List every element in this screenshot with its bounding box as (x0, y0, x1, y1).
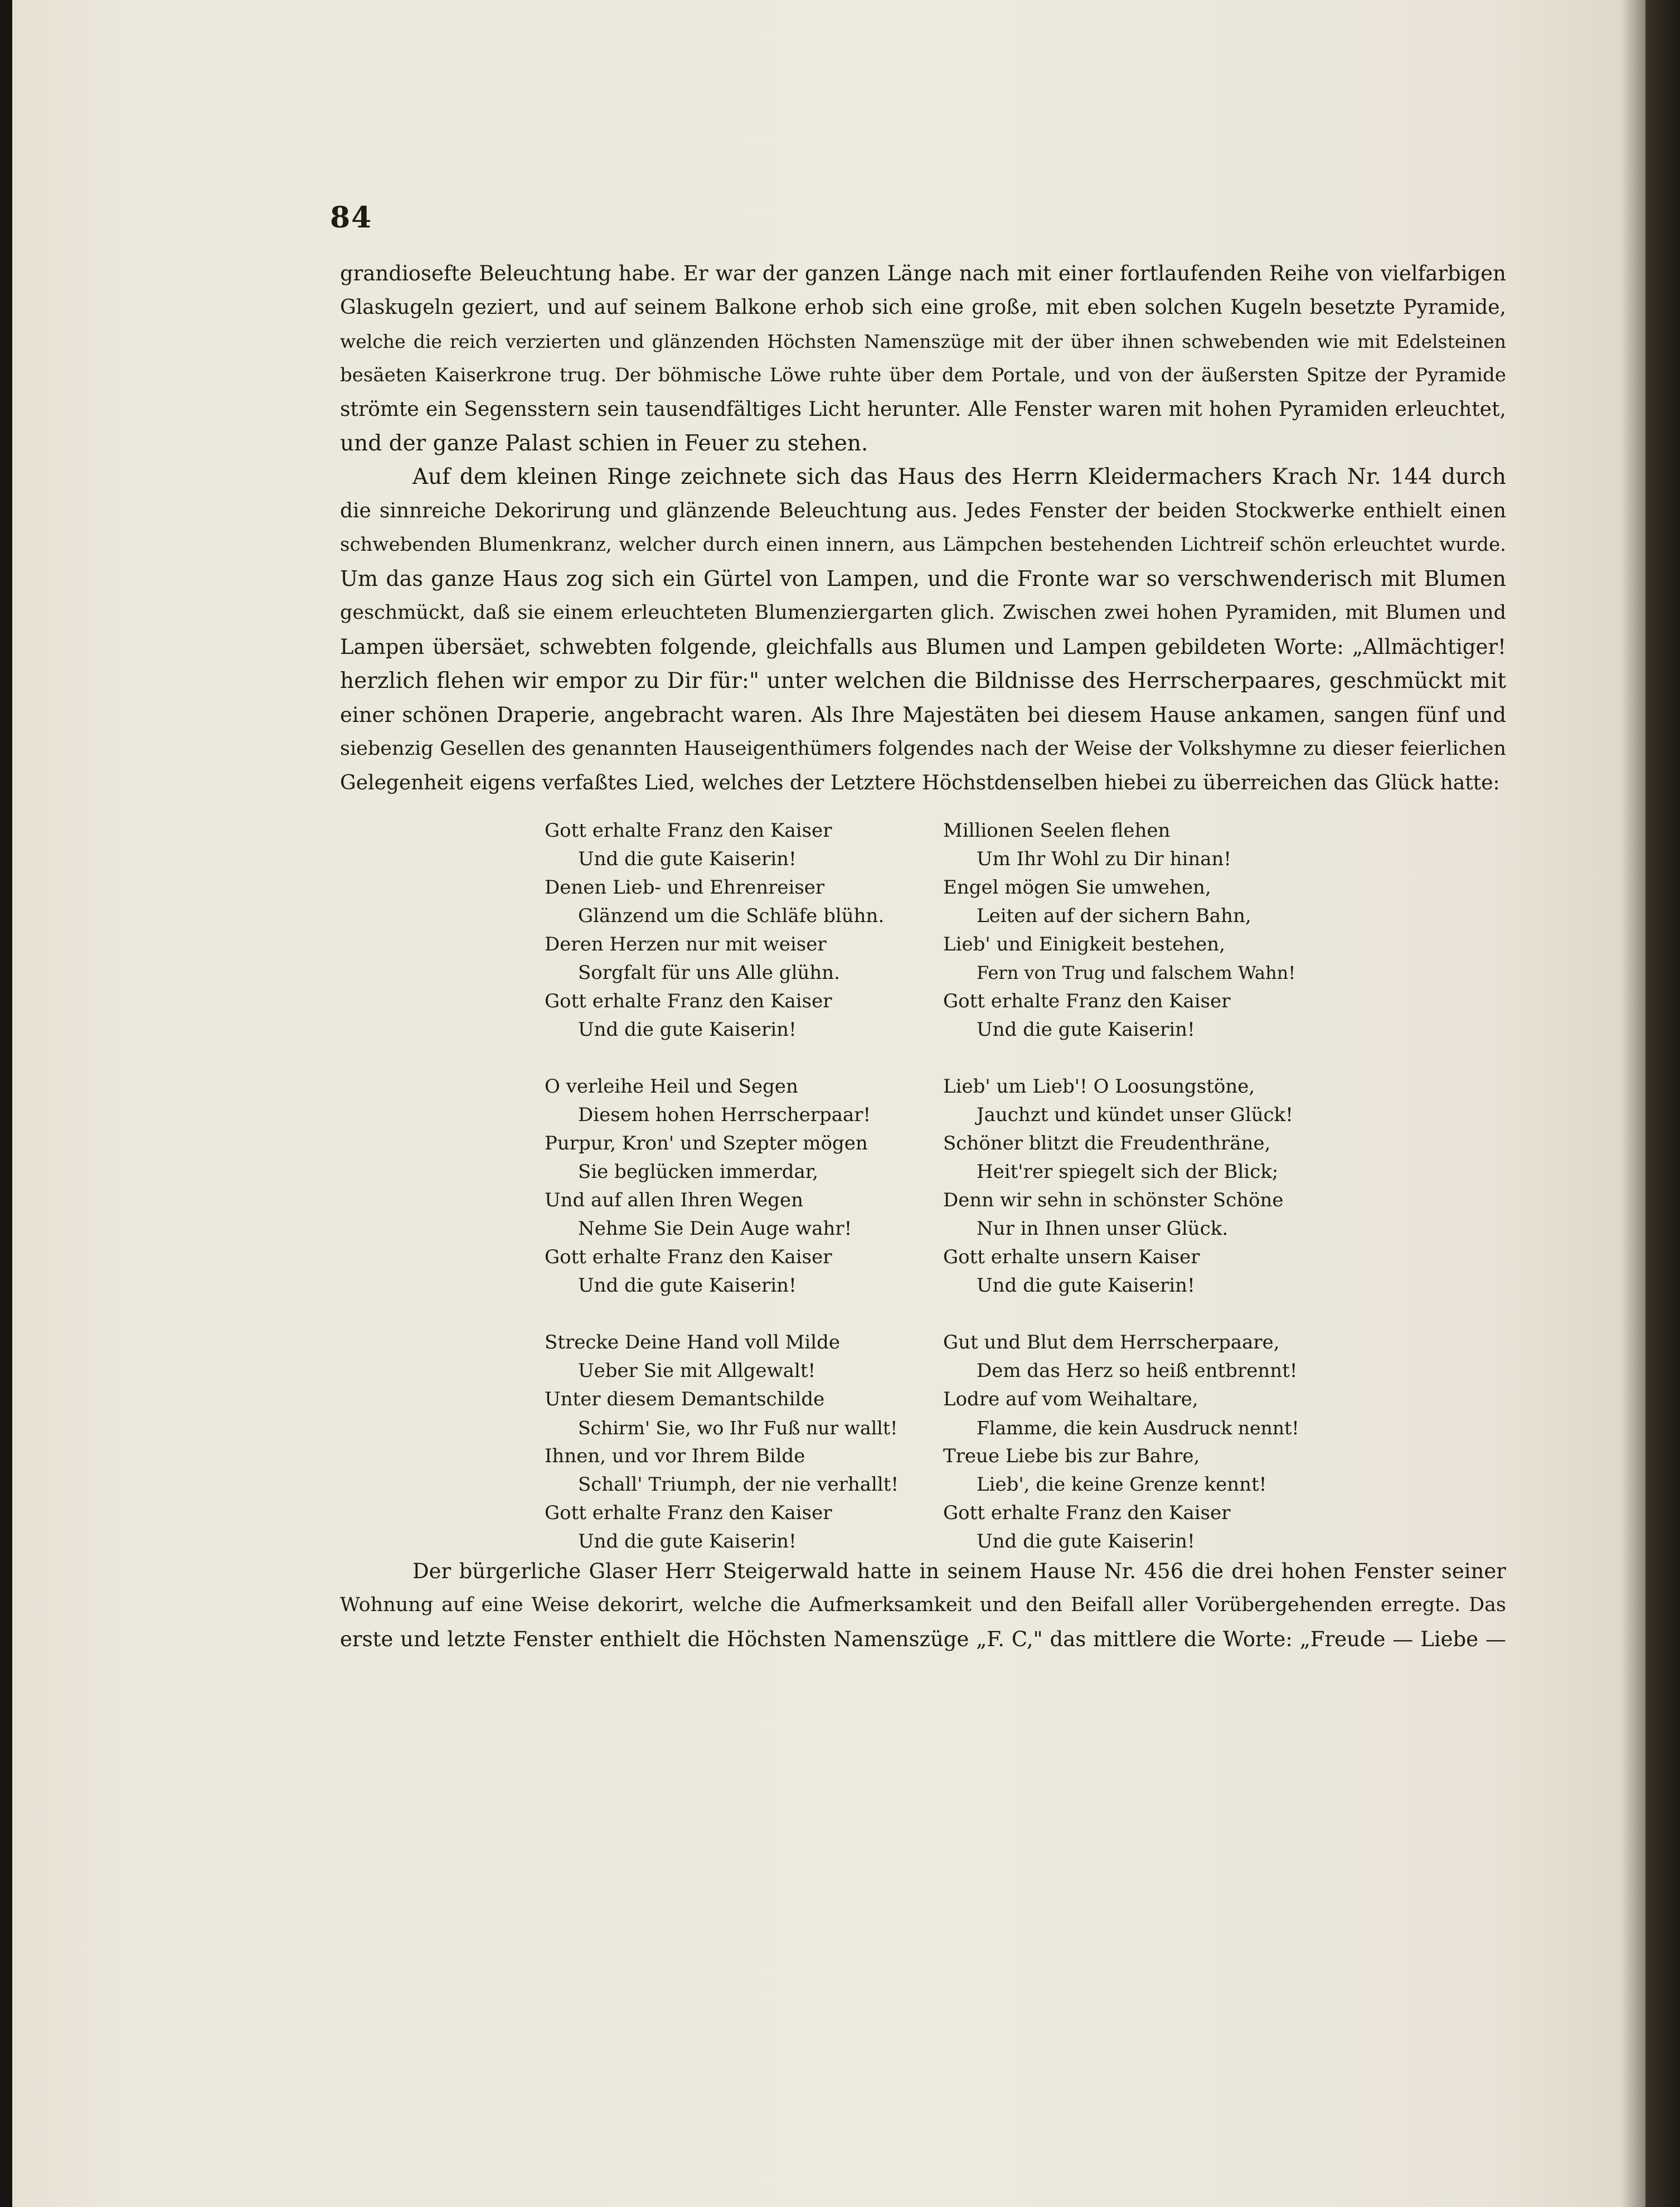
poem-line: Treue Liebe bis zur Bahre, (943, 1445, 1200, 1467)
poem-stanza (943, 1328, 1300, 1556)
poem-line: Denn wir sehn in schönster Schöne (943, 1189, 1284, 1211)
poem-line: Deren Herzen nur mit weiser (545, 933, 827, 955)
poem-line: Um Ihr Wohl zu Dir hinan! (977, 848, 1232, 870)
text-line: Glaskugeln geziert, und auf seinem Balkone erhob sich eine große, mit eben solchen Kugeln besetzte Pyramide, (340, 296, 1506, 319)
text-line: Wohnung auf eine Weise dekorirt, welche die Aufmerksamkeit und den Beifall aller Vorübergehenden erregte. Das (340, 1594, 1506, 1616)
poem-line: Gott erhalte Franz den Kaiser (545, 819, 832, 842)
page-edge-shadow (1621, 0, 1645, 2207)
poem-line: Und die gute Kaiserin! (578, 1274, 797, 1297)
poem-line: Gott erhalte Franz den Kaiser (545, 1502, 832, 1524)
poem-line: Leiten auf der sichern Bahn, (977, 905, 1251, 927)
poem-stanza (943, 817, 1300, 1044)
text-line: geschmückt, daß sie einem erleuchteten Blumenziergarten glich. Zwischen zwei hohen Pyramiden, mit Blumen und (340, 602, 1506, 624)
text-line: siebenzig Gesellen des genannten Hauseigenthümers folgendes nach der Weise der Volkshymne zu dieser feierlichen (340, 738, 1506, 760)
page-number: 84 (330, 201, 373, 235)
poem-line: Engel mögen Sie umwehen, (943, 876, 1211, 899)
text-line: und der ganze Palast schien in Feuer zu stehen. (340, 431, 868, 456)
poem-line: Denen Lieb- und Ehrenreiser (545, 876, 825, 899)
text-line: besäeten Kaiserkrone trug. Der böhmische Löwe ruhte über dem Portale, und von der äußersten Spitze der Pyramide (340, 364, 1506, 386)
poem-line: Und die gute Kaiserin! (578, 848, 797, 870)
text-line: Gelegenheit eigens verfaßtes Lied, welches der Letztere Höchstdenselben hiebei zu überreichen das Glück hatte: (340, 772, 1500, 794)
text-line: grandiosefte Beleuchtung habe. Er war der ganzen Länge nach mit einer fortlaufenden Reihe von vielfarbigen (340, 261, 1506, 285)
poem-line: Ihnen, und vor Ihrem Bilde (545, 1445, 805, 1467)
poem-line: Und die gute Kaiserin! (977, 1274, 1195, 1297)
text-line: die sinnreiche Dekorirung und glänzende Beleuchtung aus. Jedes Fenster der beiden Stockwerke enthielt einen (340, 499, 1506, 522)
poem-line: Lieb', die keine Grenze kennt! (977, 1473, 1267, 1496)
poem-stanza (545, 1328, 901, 1556)
text-line: welche die reich verzierten und glänzenden Höchsten Namenszüge mit der über ihnen schwebenden wie mit Edelsteinen (340, 331, 1506, 352)
poem-line: Unter diesem Demantschilde (545, 1388, 825, 1410)
poem-line: Und die gute Kaiserin! (977, 1018, 1195, 1041)
poem-line: Nur in Ihnen unser Glück. (977, 1218, 1229, 1240)
poem-stanza (943, 1073, 1300, 1300)
poem-line: Nehme Sie Dein Auge wahr! (578, 1218, 852, 1240)
poem-line: Schirm' Sie, wo Ihr Fuß nur wallt! (578, 1417, 898, 1439)
poem-line: Lodre auf vom Weihaltare, (943, 1388, 1198, 1410)
poem-line: Purpur, Kron' und Szepter mögen (545, 1132, 868, 1155)
poem-line: Fern von Trug und falschem Wahn! (977, 962, 1296, 983)
poem-line: Gott erhalte Franz den Kaiser (545, 1246, 832, 1268)
book-page (12, 0, 1645, 2207)
paragraph-steigerwald-house (340, 1554, 1506, 1656)
poem-line: Gut und Blut dem Herrscherpaare, (943, 1331, 1280, 1354)
poem-column-left (545, 817, 901, 1556)
poem-stanza (545, 1073, 901, 1300)
poem-line: Diesem hohen Herrscherpaar! (578, 1104, 871, 1126)
text-line: Auf dem kleinen Ringe zeichnete sich das Haus des Herrn Kleidermachers Krach Nr. 144 durch (412, 464, 1506, 489)
poem-line: Und die gute Kaiserin! (578, 1018, 797, 1041)
text-line: einer schönen Draperie, angebracht waren. Als Ihre Majestäten bei diesem Hause ankamen, sangen fünf und (340, 703, 1506, 727)
paragraph-palace-illumination (340, 256, 1506, 460)
poem-line: Strecke Deine Hand voll Milde (545, 1331, 841, 1354)
poem-line: Und auf allen Ihren Wegen (545, 1189, 804, 1211)
text-line: herzlich flehen wir empor zu Dir für:" unter welchen die Bildnisse des Herrscherpaares, geschmückt mit (340, 668, 1506, 693)
text-line: Um das ganze Haus zog sich ein Gürtel von Lampen, und die Fronte war so verschwenderisch mit Blumen (340, 566, 1506, 591)
poem-line: Sorgfalt für uns Alle glühn. (578, 962, 840, 984)
poem-line: Flamme, die kein Ausdruck nennt! (977, 1417, 1299, 1439)
poem-line: Heit'rer spiegelt sich der Blick; (977, 1161, 1279, 1183)
poem-line: Schall' Triumph, der nie verhallt! (578, 1473, 899, 1496)
text-line: Der bürgerliche Glaser Herr Steigerwald hatte in seinem Hause Nr. 456 die drei hohen Fenster seiner (412, 1559, 1506, 1583)
poem-line: Sie beglücken immerdar, (578, 1161, 819, 1183)
poem-line: Ueber Sie mit Allgewalt! (578, 1360, 816, 1382)
poem-stanza (545, 817, 901, 1044)
poem-line: Gott erhalte Franz den Kaiser (545, 990, 832, 1012)
poem-line: Und die gute Kaiserin! (578, 1530, 797, 1553)
poem-line: Jauchzt und kündet unser Glück! (977, 1104, 1293, 1126)
paragraph-krach-house (340, 460, 1506, 800)
poem-line: Lieb' und Einigkeit bestehen, (943, 933, 1225, 955)
text-line: erste und letzte Fenster enthielt die Höchsten Namenszüge „F. C," das mittlere die Worte: „Freude — Liebe — (340, 1627, 1506, 1651)
poem-column-right (943, 817, 1300, 1556)
text-line: schwebenden Blumenkranz, welcher durch einen innern, aus Lämpchen bestehenden Lichtreif schön erleuchtet wurde. (340, 533, 1506, 556)
poem-line: Millionen Seelen flehen (943, 819, 1171, 842)
poem-line: Dem das Herz so heiß entbrennt! (977, 1360, 1298, 1382)
text-line: strömte ein Segensstern sein tausendfältiges Licht herunter. Alle Fenster waren mit hohen Pyramiden erleuchtet, (340, 398, 1506, 421)
poem-line: Schöner blitzt die Freudenthräne, (943, 1132, 1271, 1155)
book-edge (1645, 0, 1680, 2207)
poem-line: Glänzend um die Schläfe blühn. (578, 905, 885, 927)
poem-line: Gott erhalte unsern Kaiser (943, 1246, 1200, 1268)
poem-line: Lieb' um Lieb'! O Loosungstöne, (943, 1075, 1255, 1098)
poem-line: Gott erhalte Franz den Kaiser (943, 990, 1231, 1012)
poem-line: Und die gute Kaiserin! (977, 1530, 1195, 1553)
poem-line: Gott erhalte Franz den Kaiser (943, 1502, 1231, 1524)
text-line: Lampen übersäet, schwebten folgende, gleichfalls aus Blumen und Lampen gebildeten Worte: „Allmächtiger! (340, 635, 1506, 659)
poem-line: O verleihe Heil und Segen (545, 1075, 798, 1098)
